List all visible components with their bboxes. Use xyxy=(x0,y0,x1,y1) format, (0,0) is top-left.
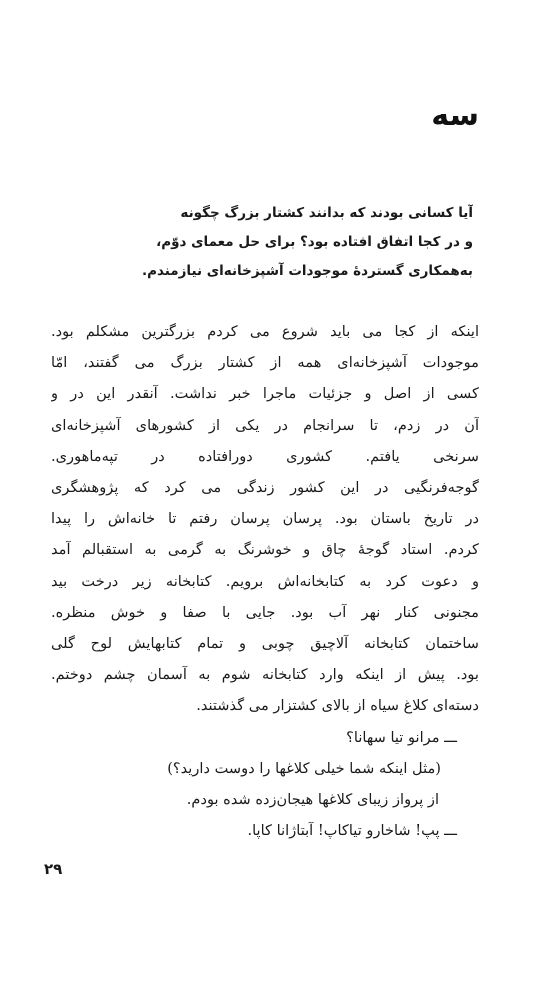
summary-line: و در کجا اتفاق افتاده بود؟ برای حل معمای دوّم، xyxy=(156,234,473,250)
chapter-title: سه xyxy=(431,98,479,133)
body-text xyxy=(51,316,479,846)
dialogue-line: ـــ مرانو تیا سهانا؟ xyxy=(346,728,457,746)
summary-line: به‌همکاری گستردهٔ موجودات آشپزخانه‌ای نیازمندم. xyxy=(141,263,473,279)
body-line: آن در زدم، تا سرانجام در یکی از کشورهای آشپزخانه‌ای xyxy=(51,416,479,434)
chapter-summary xyxy=(53,199,473,286)
body-line: بود. پیش از اینکه وارد کتابخانه شوم به آسمان چشم دوختم. xyxy=(51,666,479,684)
dialogue-line: ـــ پپ! شاخارو تیاکاپ! آبتاژانا کاپا. xyxy=(247,822,457,840)
body-line: و دعوت کرد به کتابخانه‌اش برویم. کتابخانه زیر درخت بید xyxy=(51,572,479,590)
body-line: گوجه‌فرنگیی در این کشور زندگی می کرد که پژوهشگری xyxy=(51,479,479,497)
translation-line: (مثل اینکه شما خیلی کلاغها را دوست دارید؟) xyxy=(167,759,441,777)
body-line: اینکه از کجا می باید شروع می کردم بزرگترین مشکلم بود. xyxy=(51,323,479,340)
body-line: از پرواز زیبای کلاغها هیجان‌زده شده بودم. xyxy=(186,791,439,809)
body-line: ساختمان کتابخانه آلاچیق چوبی و تمام کتابهایش لوح گلی xyxy=(51,635,479,653)
body-line: کردم. استاد گوجهٔ چاق و خوشرنگ به گرمی به استقبالم آمد xyxy=(51,541,479,559)
body-line: موجودات آشپزخانه‌ای همه از کشتار بزرگ می گفتند، امّا xyxy=(51,354,479,372)
summary-line: آیا کسانی بودند که بدانند کشتار بزرگ چگونه xyxy=(180,205,473,221)
body-line: کسی از اصل و جزئیات ماجرا خبر نداشت. آنقدر این در و xyxy=(51,385,479,403)
page-number: ۲۹ xyxy=(44,860,63,878)
body-line: مجنونی کنار نهر آب بود. جایی با صفا و خوش منظره. xyxy=(51,603,479,621)
body-line: سرنخی یافتم. کشوری دورافتاده در تپه‌ماهوری. xyxy=(51,447,479,465)
body-line: در تاریخ باستان بود. پرسان پرسان رفتم تا خانه‌اش را پیدا xyxy=(51,510,479,528)
body-line: دسته‌ای کلاغ سیاه از بالای کشتزار می گذشتند. xyxy=(196,697,479,715)
